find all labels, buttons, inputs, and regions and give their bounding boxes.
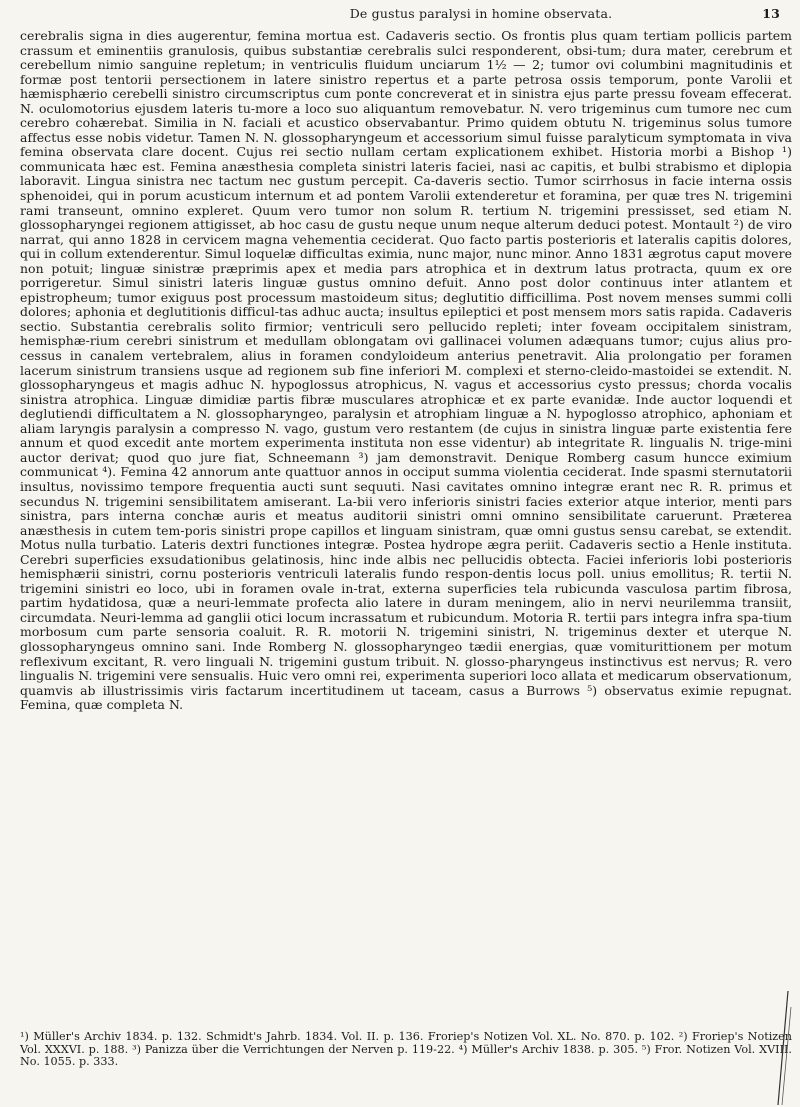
footnote-text: ¹) Müller's Archiv 1834. p. 132. Schmidt's Jahrb. 1834. Vol. II. p. 136. Froriep's Notizen Vol. XL. No. 870. p. 102. ²) Froriep's Notizen Vol. XXXVI. p. 188. ³) Panizza über die Verrichtungen der Nerven p. 119-22. ⁴) Müller's Archiv 1838. p. 305. ⁵) Fror. Notizen Vol. XVIII. No. 1055. p. 333. bbox=[20, 1030, 792, 1069]
footnotes bbox=[20, 1031, 792, 1069]
page-number: 13 bbox=[762, 6, 780, 21]
main-text bbox=[20, 29, 792, 713]
body-paragraph: cerebralis signa in dies augerentur, femina mortua est. Cadaveris sectio. Os frontis plus quam tertiam pollicis partem crassum et eminentiis granulosis, quibus substantiæ cerebralis sulci responderent, obsi-tum; dura mater, cerebrum et cerebellum nimio sanguine repletum; in ventriculis fluidum unciarum 1½ — 2; tumor ovi columbini magnitudinis et formæ post tentorii persectionem in latere sinistro repertus et a parte petrosa ossis temporum, ponte Varolii et hæmisphærio cerebelli sinistro circumscriptus cum ponte concreverat et in sinistra ejus parte pressu foveam effecerat. N. oculomotorius ejusdem lateris tu-more a loco suo aliquantum removebatur. N. vero trigeminus cum tumore nec cum cerebro cohærebat. Similia in N. faciali et acustico observabantur. Primo quidem obtutu N. trigeminus solus tumore affectus esse nobis videtur. Tamen N. N. glossopharyngeum et accessorium simul fuisse paralyticum symptomata in viva femina observata clare docent. Cujus rei sectio nullam certam explicationem exhibet. Historia morbi a Bishop ¹) communicata hæc est. Femina anæsthesia completa sinistri lateris faciei, nasi ac capitis, et bulbi strabismo et diplopia laboravit. Lingua sinistra nec tactum nec gustum percepit. Ca-daveris sectio. Tumor scirrhosus in facie interna ossis sphenoidei, qui in porum acusticum internum et ad pontem Varolii extenderetur et foramina, per quæ tres N. trigemini rami transeunt, omnino expleret. Quum vero tumor non solum R. tertium N. trigemini pressisset, sed etiam N. glossopharyngei regionem attigisset, ab hoc casu de gustu neque unum neque alterum deduci potest. Montault ²) de viro narrat, qui anno 1828 in cervicem magna vehementia ceciderat. Quo facto partis posterioris et lateralis capitis dolores, qui in collum extenderentur. Simul loquelæ difficultas eximia, nunc major, nunc minor. Anno 1831 ægrotus caput movere non potuit; linguæ sinistræ præprimis apex et media pars atrophica et in dextrum latus protracta, quum ex ore porrigeretur. Simul sinistri lateris linguæ gustus omnino defuit. Anno post dolor continuus inter atlantem et epistropheum; tumor exiguus post processum mastoideum situs; deglutitio difficillima. Post novem menses summi colli dolores; aphonia et deglutitionis difficul-tas adhuc aucta; insultus epileptici et post mensem mors satis rapida. Cadaveris sectio. Substantia cerebralis solito firmior; ventriculi sero pellucido repleti; inter foveam occipitalem sinistram, hemisphæ-rium cerebri sinistrum et medullam oblongatam ovi gallinacei volumen adæquans tumor; cujus alius pro-cessus in canalem vertebralem, alius in foramen condyloideum anterius penetravit. Alia prolongatio per foramen lacerum sinistrum transiens usque ad regionem sub fine inferiori M. complexi et sterno-cleido-mastoidei se extendit. N. glossopharyngeus et magis adhuc N. hypoglossus atrophicus, N. vagus et accessorius cysto pressus; chorda vocalis sinistra atrophica. Linguæ dimidiæ partis fibræ musculares atrophicæ et ex parte evanidæ. Inde auctor loquendi et deglutiendi difficultatem a N. glossopharyngeo, paralysin et atrophiam linguæ a N. hypoglosso atrophico, aphoniam et aliam laryngis paralysin a compresso N. vago, gustum vero restantem (de cujus in sinistra linguæ parte existentia fere annum et quod excedit ante mortem experimenta instituta non esse videntur) ab integritate R. lingualis N. trige-mini auctor derivat; quod quo jure fiat, Schneemann ³) jam demonstravit. Denique Romberg casum huncce eximium communicat ⁴). Femina 42 annorum ante quattuor annos in occiput summa violentia ceciderat. Inde spasmi sternutatorii insultus, novissimo tempore frequentia aucti sunt sequuti. Nasi cavitates omnino integræ erant nec R. R. primus et secundus N. trigemini sensibilitatem amiserant. La-bii vero inferioris sinistri facies exterior atque interior, menti pars sinistra, pars interna conchæ auris et meatus auditorii sinistri omni omnino sensibilitate caruerunt. Præterea anæsthesis in cutem tem-poris sinistri prope capillos et linguam sinistram, quæ omni gustus sensu carebat, se extendit. Motus nulla turbatio. Lateris dextri functiones integræ. Postea hydrope ægra periit. Cadaveris sectio a Henle instituta. Cerebri superficies exsudationibus gelatinosis, hinc inde albis nec pellucidis obtecta. Faciei inferioris lobi posterioris hemisphærii sinistri, cornu posterioris ventriculi lateralis fundo respon-dentis locus poll. unius emollitus; R. tertii N. trigemini sinistri eo loco, ubi in foramen ovale in-trat, externa superficies tela rubicunda vasculosa partim fibrosa, partim hydatidosa, quæ a neuri-lemmate profecta alio latere in duram meningem, alio in nervi neurilemma transiit, circumdata. Neuri-lemma ad ganglii otici locum incrassatum et rubicundum. Motoria R. tertii pars integra infra spa-tium morbosum cum parte sensoria coaluit. R. R. motorii N. trigemini sinistri, N. trigeminus dexter et uterque N. glossopharyngeus omnino sani. Inde Romberg N. glossopharyngeo tædii energias, quæ vomiturittionem per motum reflexivum excitant, R. vero linguali N. trigemini gustum tribuit. N. glosso-pharyngeus instinctivus est nervus; R. vero lingualis N. trigemini vere sensualis. Huic vero omni rei, experimenta superiori loco allata et medicarum observationum, quamvis ab illustrissimis viris factarum incertitudinem ut taceam, casus a Burrows ⁵) observatus eximie repugnat. Femina, quæ completa N. bbox=[20, 28, 792, 713]
running-title: De gustus paralysi in homine observata. bbox=[349, 6, 613, 21]
page-edge-mark bbox=[764, 987, 794, 1107]
running-head bbox=[120, 6, 780, 24]
